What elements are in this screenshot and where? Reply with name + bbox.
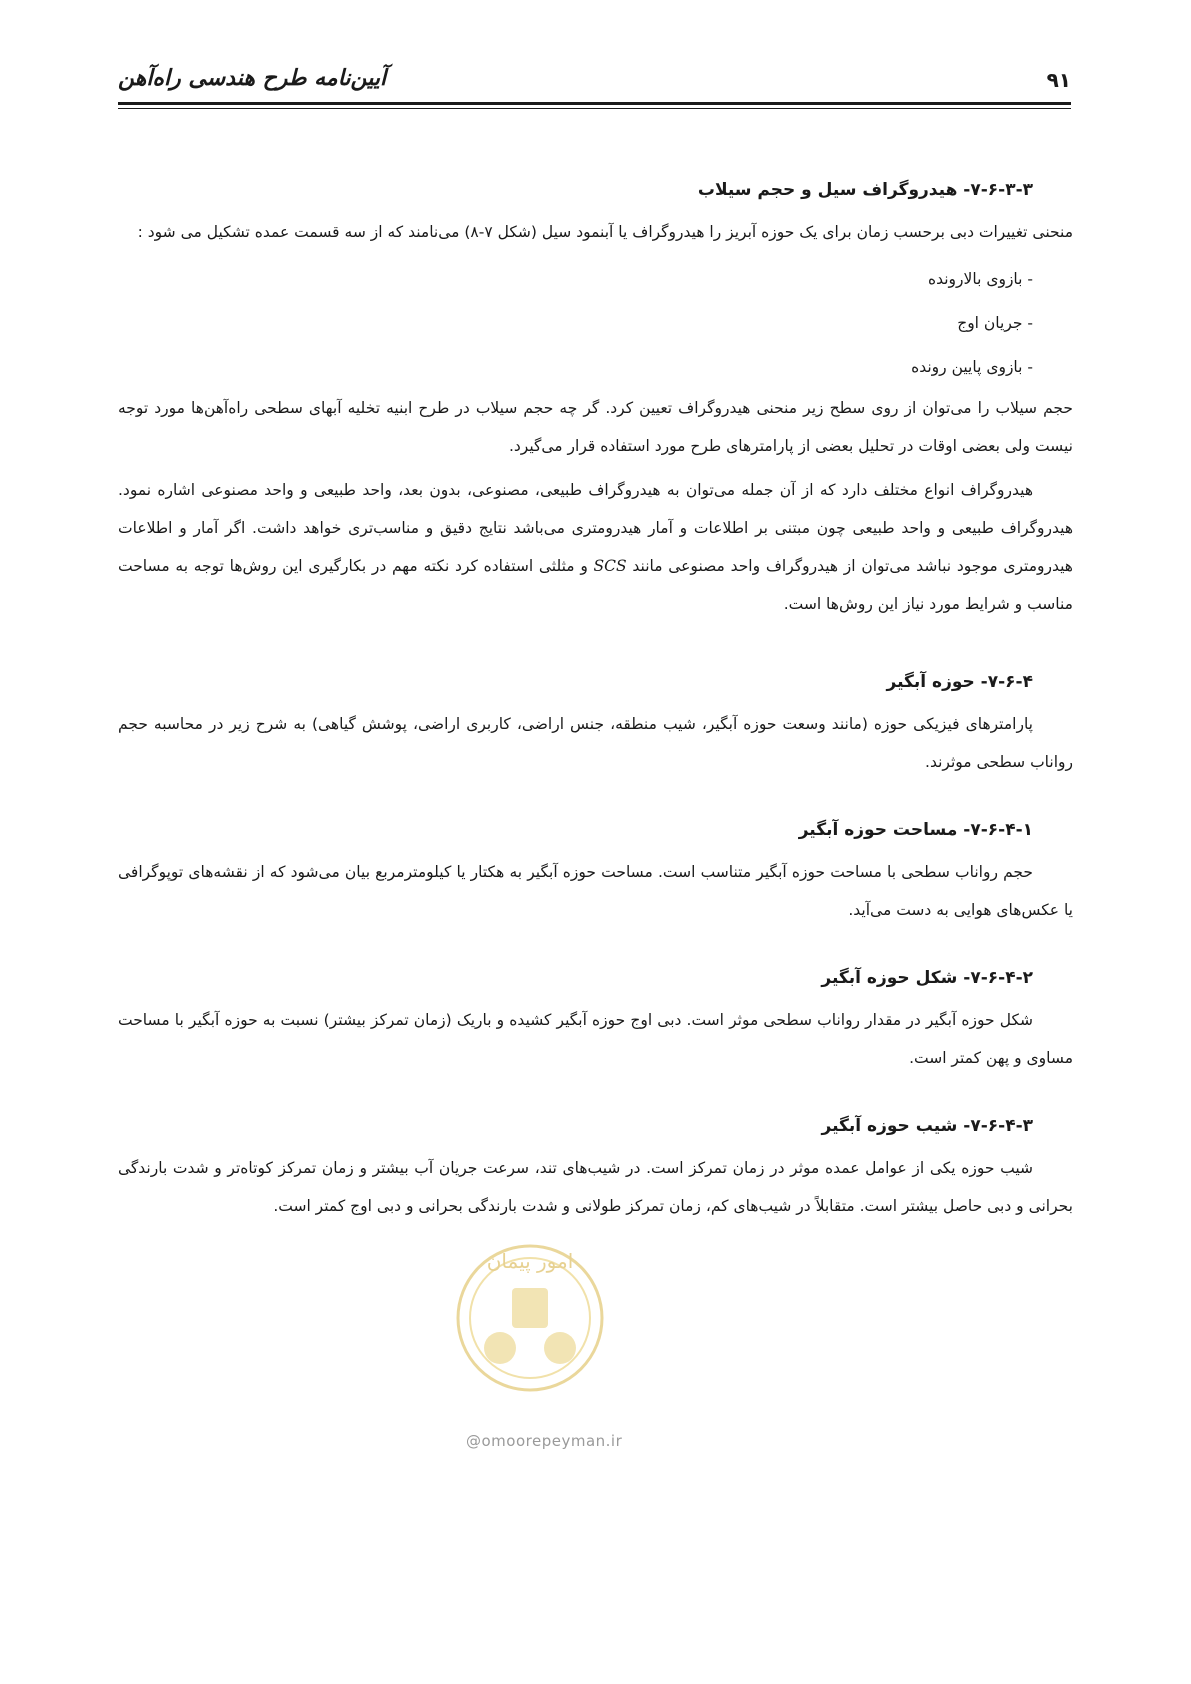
watermark-logo: [450, 1218, 610, 1448]
watermark-logo-text: امور پیمان: [486, 1249, 574, 1273]
header-rule-thin: [118, 108, 1071, 109]
section-heading: ۷-۶-۴-۱- مساحت حوزه آبگیر: [798, 820, 1033, 840]
section-slope: [118, 1111, 1073, 1225]
section-heading: ۷-۶-۳-۳- هیدروگراف سیل و حجم سیلاب: [697, 180, 1033, 200]
section-hydrograph: [118, 175, 1073, 623]
paragraph-text: هیدروگراف انواع مختلف دارد که از آن جمله می‌توان به هیدروگراف طبیعی، مصنوعی، بدون بعد، واحد طبیعی و واحد مصنوعی اشاره نمود. هیدروگراف طبیعی و واحد طبیعی چون مبتنی بر اطلاعات و آمار هیدرومتری می‌باشد نتایج دقیق و مناسب‌تری خواهد داشت. اگر آمار و اطلاعات هیدرومتری موجود نباشد می‌توان از هیدروگراف واحد مصنوعی مانند: [118, 481, 1073, 575]
paragraph: حجم سیلاب را می‌توان از روی سطح زیر منحنی هیدروگراف تعیین کرد. گر چه حجم سیلاب در طرح ابنیه تخلیه آبهای سطحی راه‌آهن‌ها مورد توجه نیست ولی بعضی اوقات در تحلیل بعضی از پارامترهای طرح مورد استفاده قرار می‌گیرد.: [118, 399, 1073, 455]
section-heading: ۷-۶-۴-۲- شکل حوزه آبگیر: [821, 968, 1033, 988]
paragraph-text: و مثلثی استفاده کرد نکته مهم در بکارگیری این روش‌ها توجه به مساحت مناسب و شرایط مورد نیاز این روش‌ها است.: [118, 557, 1073, 613]
paragraph: شیب حوزه یکی از عوامل عمده موثر در زمان تمرکز است. در شیب‌های تند، سرعت جریان آب بیشتر و زمان تمرکز کوتاه‌تر و شدت بارندگی بحرانی و دبی حاصل بیشتر است. متقابلاً در شیب‌های کم، زمان تمرکز طولانی و شدت بارندگی بحرانی و دبی اوج کمتر است.: [118, 1159, 1073, 1215]
header-rule: [118, 102, 1071, 105]
page-header: [118, 62, 1071, 102]
section-heading: ۷-۶-۴-۳- شیب حوزه آبگیر: [821, 1116, 1033, 1136]
paragraph: شکل حوزه آبگیر در مقدار رواناب سطحی موثر است. دبی اوج حوزه آبگیر کشیده و باریک (زمان تمرکز بیشتر) نسبت به حوزه آبگیر با مساحت مساوی و پهن کمتر است.: [118, 1011, 1073, 1067]
section-area: [118, 815, 1073, 929]
page-number: ۹۱: [1046, 68, 1071, 92]
section-catchment: [118, 667, 1073, 781]
paragraph: [118, 471, 1073, 623]
list-item: - بازوی بالارونده: [927, 270, 1033, 288]
hydrograph-parts-list: [118, 257, 1073, 389]
paragraph: پارامترهای فیزیکی حوزه (مانند وسعت حوزه آبگیر، شیب منطقه، جنس اراضی، کاربری اراضی، پوشش گیاهی) به شرح زیر در محاسبه حجم رواناب سطحی موثرند.: [118, 715, 1073, 771]
scs-term: SCS: [593, 557, 627, 575]
paragraph: منحنی تغییرات دبی برحسب زمان برای یک حوزه آبریز را هیدروگراف یا آبنمود سیل (شکل ۷-۸) می‌نامند که از سه قسمت عمده تشکیل می شود :: [137, 223, 1073, 241]
section-heading: ۷-۶-۴- حوزه آبگیر: [886, 672, 1033, 692]
paragraph: حجم رواناب سطحی با مساحت حوزه آبگیر متناسب است. مساحت حوزه آبگیر به هکتار یا کیلومترمربع بیان می‌شود که از نقشه‌های توپوگرافی یا عکس‌های هوایی به دست می‌آید.: [118, 863, 1073, 919]
running-title: آیین‌نامه طرح هندسی راه‌آهن: [118, 66, 387, 91]
watermark-url: @omoorepeyman.ir: [466, 1432, 623, 1450]
list-item: - بازوی پایین رونده: [911, 358, 1033, 376]
document-body: [118, 175, 1073, 1225]
list-item: - جریان اوج: [957, 314, 1033, 332]
section-shape: [118, 963, 1073, 1077]
